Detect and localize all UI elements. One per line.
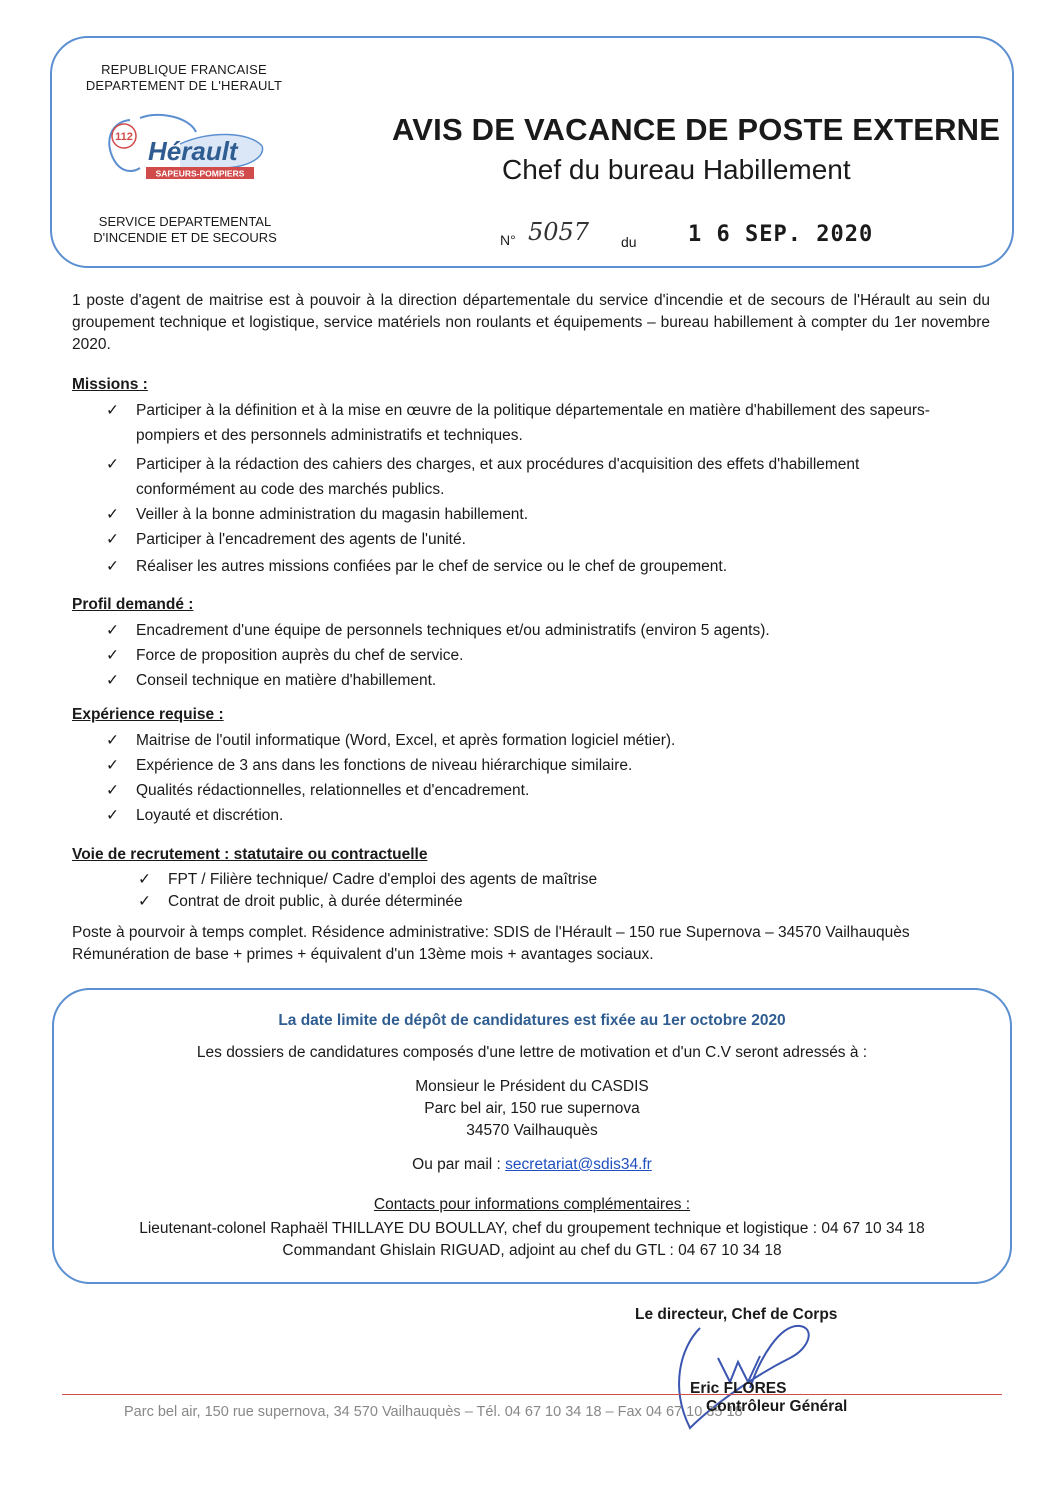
page-subtitle: Chef du bureau Habillement (502, 154, 851, 185)
profil-heading: Profil demandé : (72, 596, 194, 613)
mission-item: ✓ Réaliser les autres missions confiées par le chef de service ou le chef de groupement. (106, 554, 727, 579)
experience-item: ✓ Qualités rédactionnelles, relationnelles et d'encadrement. (106, 778, 529, 803)
mail-prefix: Ou par mail : (412, 1156, 506, 1173)
profil-item: ✓ Encadrement d'une équipe de personnels techniques et/ou administratifs (environ 5 agents). (106, 618, 770, 643)
mail-line (52, 1156, 1012, 1174)
address-line1: Monsieur le Président du CASDIS (415, 1078, 649, 1095)
contacts-heading: Contacts pour informations complémentaires : (373, 1196, 691, 1213)
check-icon: ✓ (138, 871, 151, 888)
email-link[interactable]: secretariat@sdis34.fr (505, 1156, 652, 1173)
check-icon: ✓ (106, 732, 119, 749)
mission-item: ✓ Participer à la définition et à la mise en œuvre de la politique départementale en matière d'habillement des sapeurs- pompiers et des personnels administratifs et techniques. (106, 398, 930, 448)
check-icon: ✓ (106, 622, 119, 639)
experience-item: ✓ Maitrise de l'outil informatique (Word, Excel, et après formation logiciel métier). (106, 728, 675, 753)
org-name (78, 62, 290, 94)
experience-heading: Expérience requise : (72, 706, 224, 723)
footer-address: Parc bel air, 150 rue supernova, 34 570 Vailhauquès – Tél. 04 67 10 34 18 – Fax 04 67 10 35 18 (124, 1404, 743, 1420)
recrutement-item: ✓ FPT / Filière technique/ Cadre d'emploi des agents de maîtrise (138, 867, 597, 892)
remuneration-line: Rémunération de base + primes + équivalent d'un 13ème mois + avantages sociaux. (72, 946, 654, 963)
check-icon: ✓ (106, 456, 119, 473)
number-label: N° (500, 232, 516, 248)
dossiers-line: Les dossiers de candidatures composés d'une lettre de motivation et d'un C.V seront adressés à : (196, 1044, 868, 1061)
check-icon: ✓ (106, 531, 119, 548)
service-line1: SERVICE DEPARTEMENTAL (98, 214, 272, 229)
logo-name: Hérault (148, 136, 238, 166)
org-line2: DEPARTEMENT DE L'HERAULT (85, 78, 283, 93)
address-line3: 34570 Vailhauquès (466, 1122, 598, 1139)
recrutement-heading: Voie de recrutement : statutaire ou contractuelle (72, 846, 428, 863)
check-icon: ✓ (106, 558, 119, 575)
check-icon: ✓ (106, 757, 119, 774)
date-stamp: 1 6 SEP. 2020 (688, 222, 874, 247)
mission-item: ✓ Participer à l'encadrement des agents de l'unité. (106, 527, 466, 552)
service-line2: D'INCENDIE ET DE SECOURS (93, 230, 277, 245)
check-icon: ✓ (138, 893, 151, 910)
contact-line1: Lieutenant-colonel Raphaël THILLAYE DU BOULLAY, chef du groupement technique et logistique : 04 67 10 34 18 (139, 1220, 925, 1237)
experience-item: ✓ Expérience de 3 ans dans les fonctions de niveau hiérarchique similaire. (106, 753, 632, 778)
sdis-herault-logo (100, 112, 270, 188)
intro-paragraph: 1 poste d'agent de maitrise est à pouvoir à la direction départementale du service d'incendie et de secours de l'Hérault au sein du groupement technique et logistique, service matériels non roulants et équipements – bureau habillement à compter du 1er novembre 2020. (72, 292, 990, 353)
address-line2: Parc bel air, 150 rue supernova (424, 1100, 640, 1117)
footer-rule (62, 1394, 1002, 1395)
contact-line2: Commandant Ghislain RIGUAD, adjoint au chef du GTL : 04 67 10 34 18 (282, 1242, 782, 1259)
experience-item: ✓ Loyauté et discrétion. (106, 803, 283, 828)
profil-item: ✓ Force de proposition auprès du chef de service. (106, 643, 463, 668)
logo-tagline: SAPEURS-POMPIERS (155, 168, 245, 179)
signatory-name: Eric FLORES (690, 1380, 787, 1397)
missions-heading: Missions : (72, 376, 148, 393)
reference-number: 5057 (528, 218, 590, 246)
mission-item: ✓ Participer à la rédaction des cahiers des charges, et aux procédures d'acquisition des effets d'habillement conformément au code des marchés publics. (106, 452, 859, 502)
check-icon: ✓ (106, 402, 119, 419)
service-name (70, 214, 300, 246)
mission-item: ✓ Veiller à la bonne administration du magasin habillement. (106, 502, 528, 527)
check-icon: ✓ (106, 807, 119, 824)
check-icon: ✓ (106, 506, 119, 523)
org-line1: REPUBLIQUE FRANCAISE (101, 62, 267, 77)
logo-number: 112 (115, 131, 133, 143)
signatory-title: Le directeur, Chef de Corps (635, 1306, 838, 1323)
check-icon: ✓ (106, 782, 119, 799)
check-icon: ✓ (106, 647, 119, 664)
signatory-role: Contrôleur Général (706, 1398, 848, 1415)
deadline-notice: La date limite de dépôt de candidatures est fixée au 1er octobre 2020 (278, 1012, 786, 1029)
profil-item: ✓ Conseil technique en matière d'habillement. (106, 668, 436, 693)
recrutement-item: ✓ Contrat de droit public, à durée déterminée (138, 889, 463, 914)
page-title: AVIS DE VACANCE DE POSTE EXTERNE (392, 112, 1001, 147)
date-label: du (621, 234, 637, 250)
poste-line: Poste à pourvoir à temps complet. Résidence administrative: SDIS de l'Hérault – 150 rue Supernova – 34570 Vailhauquès (72, 924, 910, 941)
check-icon: ✓ (106, 672, 119, 689)
